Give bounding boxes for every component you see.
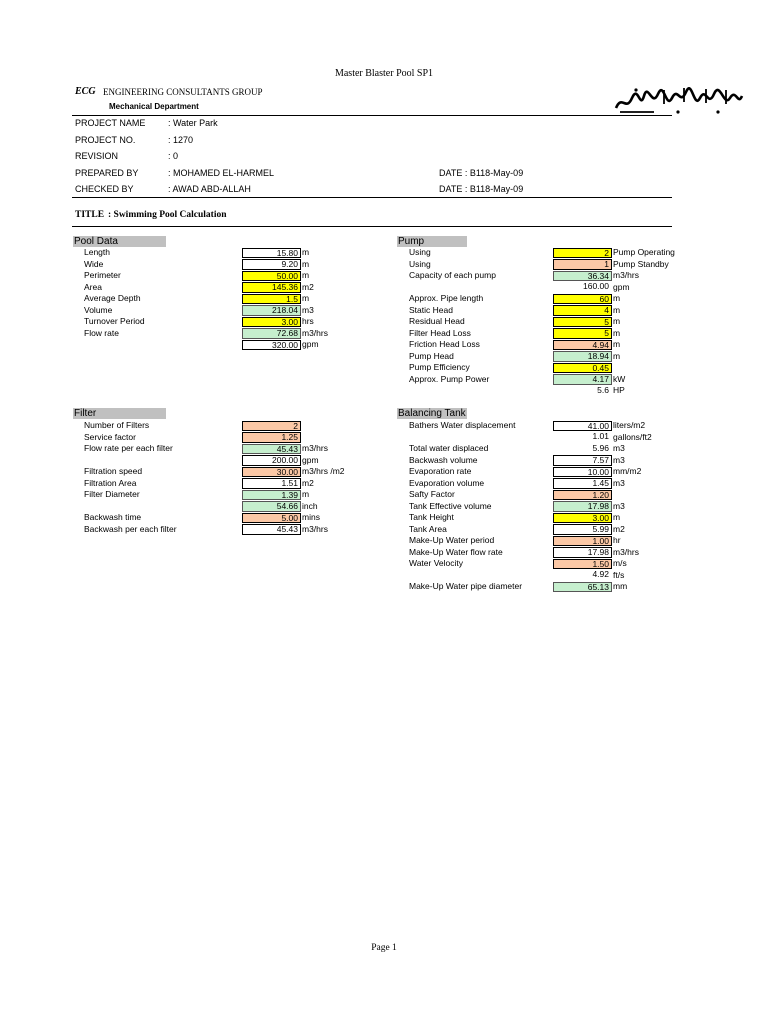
row-label: Flow rate per each filter <box>84 443 173 453</box>
row-label: Number of Filters <box>84 420 150 430</box>
value-cell[interactable]: 9.20 <box>242 259 301 270</box>
value-cell[interactable]: 3.00 <box>553 513 612 524</box>
value-cell[interactable]: 4.17 <box>553 374 612 385</box>
unit-label: m3 <box>613 477 625 488</box>
row-label: Pump Head <box>409 350 454 361</box>
value-cell[interactable]: 145.36 <box>242 282 301 293</box>
row-label: Make-Up Water period <box>409 535 495 545</box>
unit-label: Pump Standby <box>613 258 669 269</box>
unit-label: m3/hrs /m2 <box>302 466 345 476</box>
row-label: Area <box>84 281 102 292</box>
project-info-value: : Water Park <box>168 118 218 128</box>
row-label: Average Depth <box>84 293 141 303</box>
value-cell[interactable]: 1.5 <box>242 294 301 305</box>
unit-label: m3 <box>613 500 625 511</box>
value-cell[interactable]: 1.50 <box>553 559 612 570</box>
value-cell[interactable]: 4 <box>553 305 612 316</box>
unit-label: gpm <box>302 339 319 349</box>
unit-label: m3/hrs <box>302 327 328 338</box>
unit-label: m2 <box>302 281 314 292</box>
project-info-value: : 1270 <box>168 135 194 145</box>
row-label: Wide <box>84 258 104 269</box>
unit-label: m3 <box>302 304 314 315</box>
row-label: Approx. Pump Power <box>409 373 490 384</box>
value-cell[interactable]: 60 <box>553 294 612 305</box>
row-label: Volume <box>84 304 113 315</box>
unit-label: mins <box>302 512 320 522</box>
value-cell[interactable]: 17.98 <box>553 547 612 558</box>
unit-label: m2 <box>613 523 625 534</box>
unit-label: m <box>302 258 310 269</box>
row-label: Tank Height <box>409 512 454 522</box>
row-label: Bathers Water displacement <box>409 420 516 430</box>
row-label: Perimeter <box>84 270 121 280</box>
value-cell[interactable]: 45.43 <box>242 524 301 535</box>
unit-label: m3/hrs <box>613 546 639 557</box>
row-label: Evaporation volume <box>409 477 485 488</box>
value-cell[interactable]: 3.00 <box>242 317 301 328</box>
value-cell[interactable]: 72.68 <box>242 328 301 339</box>
title-rule-top <box>72 197 672 198</box>
value-cell[interactable]: 1.01 <box>592 431 609 441</box>
value-cell[interactable]: 41.00 <box>553 421 612 432</box>
unit-label: m3 <box>613 454 625 465</box>
row-label: Make-Up Water flow rate <box>409 546 503 557</box>
value-cell[interactable]: 1.45 <box>553 478 612 489</box>
value-cell[interactable]: 65.13 <box>553 582 612 593</box>
project-info-date: DATE : B118-May-09 <box>439 184 524 194</box>
row-label: Make-Up Water pipe diameter <box>409 581 523 591</box>
row-label: Friction Head Loss <box>409 339 480 349</box>
row-label: Tank Effective volume <box>409 500 492 511</box>
unit-label: Pump Operating <box>613 247 675 257</box>
header-rule <box>72 115 672 116</box>
unit-label: m <box>302 293 310 303</box>
row-label: Approx. Pipe length <box>409 293 484 303</box>
unit-label: m <box>302 489 310 499</box>
value-cell[interactable]: 18.94 <box>553 351 612 362</box>
value-cell[interactable]: 15.80 <box>242 248 301 259</box>
row-label: Flow rate <box>84 327 119 338</box>
unit-label: gallons/ft2 <box>613 431 652 442</box>
value-cell[interactable]: 200.00 <box>242 455 301 466</box>
unit-label: gpm <box>613 281 630 292</box>
value-cell[interactable]: 17.98 <box>553 501 612 512</box>
unit-label: hrs <box>302 316 314 326</box>
signature-logo <box>614 84 744 116</box>
value-cell[interactable]: 5 <box>553 328 612 339</box>
value-cell[interactable]: 4.92 <box>592 569 609 579</box>
unit-label: kW <box>613 373 626 384</box>
title-value: : Swimming Pool Calculation <box>108 210 227 220</box>
unit-label: m <box>302 270 310 280</box>
row-label: Residual Head <box>409 316 465 326</box>
project-info-label: PREPARED BY <box>75 168 139 178</box>
pump-heading: Pump <box>397 236 467 247</box>
value-cell[interactable]: 54.66 <box>242 501 301 512</box>
value-cell[interactable]: 30.00 <box>242 467 301 478</box>
row-label: Backwash time <box>84 512 142 522</box>
unit-label: m <box>302 247 310 257</box>
unit-label: HP <box>613 385 625 395</box>
value-cell[interactable]: 45.43 <box>242 444 301 455</box>
unit-label: mm <box>613 581 628 591</box>
row-label: Total water displaced <box>409 443 489 453</box>
value-cell[interactable]: 218.04 <box>242 305 301 316</box>
row-label: Tank Area <box>409 523 447 534</box>
unit-label: m3 <box>613 443 625 453</box>
unit-label: m <box>613 316 621 326</box>
value-cell[interactable]: 1.39 <box>242 490 301 501</box>
row-label: Evaporation rate <box>409 466 472 476</box>
unit-label: m/s <box>613 558 627 568</box>
department-label: Mechanical Department <box>109 102 199 111</box>
filter-heading: Filter <box>73 408 166 419</box>
company-name: ENGINEERING CONSULTANTS GROUP <box>103 87 263 97</box>
row-label: Pump Efficiency <box>409 362 470 372</box>
unit-label: mm/m2 <box>613 466 642 476</box>
unit-label: m <box>613 327 621 338</box>
project-info-date: DATE : B118-May-09 <box>439 168 524 178</box>
value-cell[interactable]: 1.51 <box>242 478 301 489</box>
value-cell[interactable]: 2 <box>242 421 301 432</box>
value-cell[interactable]: 1.25 <box>242 432 301 443</box>
unit-label: gpm <box>302 454 319 465</box>
unit-label: m3/hrs <box>613 270 639 280</box>
unit-label: m <box>613 293 621 303</box>
project-info-value: : AWAD ABD-ALLAH <box>168 184 251 194</box>
value-cell[interactable]: 0.45 <box>553 363 612 374</box>
value-cell[interactable]: 5.6 <box>597 384 609 395</box>
row-label: Backwash per each filter <box>84 523 177 534</box>
unit-label: hr <box>613 535 621 545</box>
pool-data-heading: Pool Data <box>73 236 166 247</box>
company-abbr: ECG <box>75 86 96 97</box>
value-cell[interactable]: 7.57 <box>553 455 612 466</box>
project-info-label: PROJECT NAME <box>75 118 146 128</box>
unit-label: m <box>613 350 621 361</box>
row-label: Filter Diameter <box>84 489 140 499</box>
value-cell[interactable]: 160.00 <box>583 281 609 291</box>
row-label: Using <box>409 258 431 269</box>
unit-label: m <box>613 304 621 315</box>
row-label: Safty Factor <box>409 489 455 499</box>
value-cell[interactable]: 5.96 <box>592 442 609 453</box>
project-info-value: : 0 <box>168 151 179 161</box>
row-label: Filter Head Loss <box>409 327 471 338</box>
project-info-label: PROJECT NO. <box>75 135 136 145</box>
unit-label: m <box>613 339 621 349</box>
row-label: Using <box>409 247 431 257</box>
value-cell[interactable]: 1.00 <box>553 536 612 547</box>
row-label: Filtration Area <box>84 477 137 488</box>
unit-label: m3/hrs <box>302 443 328 453</box>
row-label: Backwash volume <box>409 454 478 465</box>
value-cell[interactable]: 1.20 <box>553 490 612 501</box>
value-cell[interactable]: 320.00 <box>242 340 301 351</box>
value-cell[interactable]: 5 <box>553 317 612 328</box>
row-label: Static Head <box>409 304 453 315</box>
row-label: Capacity of each pump <box>409 270 496 280</box>
value-cell[interactable]: 4.94 <box>553 340 612 351</box>
project-info-value: : MOHAMED EL-HARMEL <box>168 168 275 178</box>
document-title: Master Blaster Pool SP1 <box>334 68 434 79</box>
value-cell[interactable]: 50.00 <box>242 271 301 282</box>
unit-label: m3/hrs <box>302 523 328 534</box>
balancing-tank-heading: Balancing Tank <box>398 408 466 419</box>
row-label: Water Velocity <box>409 558 464 568</box>
value-cell[interactable]: 2 <box>553 248 612 259</box>
row-label: Service factor <box>84 431 136 442</box>
page-footer: Page 1 <box>371 943 397 953</box>
value-cell[interactable]: 10.00 <box>553 467 612 478</box>
value-cell[interactable]: 1 <box>553 259 612 270</box>
unit-label: liters/m2 <box>613 420 646 430</box>
project-info-label: CHECKED BY <box>75 184 134 194</box>
project-info-label: REVISION <box>75 151 119 161</box>
unit-label: m <box>613 512 621 522</box>
row-label: Length <box>84 247 110 257</box>
row-label: Turnover Period <box>84 316 145 326</box>
value-cell[interactable]: 36.34 <box>553 271 612 282</box>
row-label: Filtration speed <box>84 466 143 476</box>
unit-label: m2 <box>302 477 314 488</box>
unit-label: ft/s <box>613 569 625 580</box>
value-cell[interactable]: 5.99 <box>553 524 612 535</box>
unit-label: inch <box>302 500 318 511</box>
title-label: TITLE <box>75 210 105 220</box>
title-rule-bottom <box>72 226 672 227</box>
value-cell[interactable]: 5.00 <box>242 513 301 524</box>
